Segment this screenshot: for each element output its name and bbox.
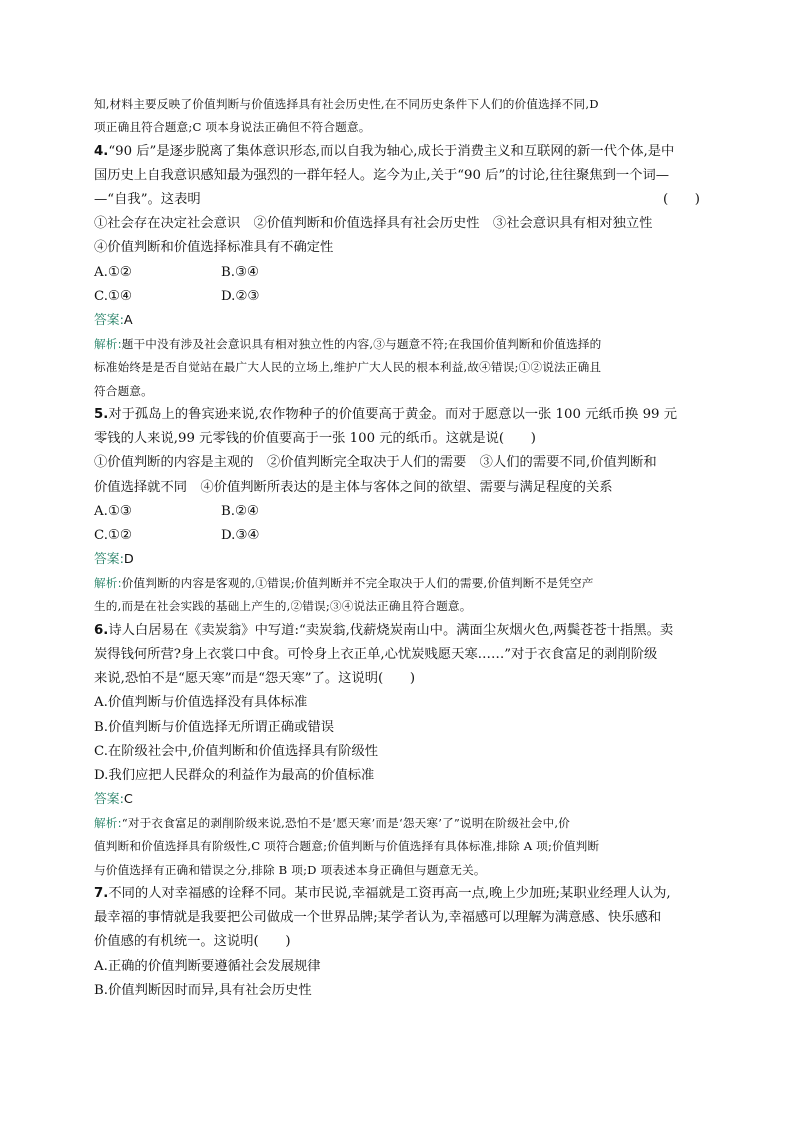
option-row (94, 285, 708, 309)
answer-6: 答案:C (94, 792, 133, 808)
statement-line: ④价值判断和价值选择标准具有不确定性 (94, 240, 334, 256)
question-6 (94, 619, 708, 788)
question-7 (94, 882, 708, 1003)
option-b: B.价值判断与价值选择无所谓正确或错误 (94, 719, 335, 735)
explanation-5: 解析:价值判断的内容是客观的,①错误;价值判断并不完全取决于人们的需要,价值判断不是凭空产 生的,而是在社会实践的基础上产生的,②错误;③④说法正确且符合题意。 (94, 572, 708, 619)
option-d: D.③④ (221, 527, 260, 543)
option-row (94, 524, 708, 548)
question-5 (94, 403, 708, 548)
question-number: 5. (94, 406, 109, 422)
statement-line: 价值选择就不同 ④价值判断所表达的是主体与客体之间的欲望、需要与满足程度的关系 (94, 479, 613, 495)
explanation-4: 解析:题干中没有涉及社会意识具有相对独立性的内容,③与题意不符;在我国价值判断和价值选择的 标准始终是是否自觉站在最广大人民的立场上,维护广大人民的根本利益,故④错误;①②说法正确且 符合题意。 (94, 333, 708, 403)
document-page (94, 93, 708, 1003)
explanation-line: 生的,而是在社会实践的基础上产生的,②错误;③④说法正确且符合题意。 (94, 599, 472, 614)
question-stem-line: 炭得钱何所营?身上衣裳口中食。可怜身上衣正单,心忧炭贱愿天寒……”对于衣食富足的剥削阶级 (94, 646, 658, 662)
explanation-label: 解析: (94, 337, 122, 352)
question-stem-line: 6.诗人白居易在《卖炭翁》中写道:“卖炭翁,伐薪烧炭南山中。满面尘灰烟火色,两鬓苍苍十指黑。卖 (94, 622, 674, 638)
option-a: A.①② (94, 264, 132, 280)
explanation-line: 与价值选择有正确和错误之分,排除 B 项;D 项表述本身正确但与题意无关。 (94, 862, 486, 877)
question-stem-line: 最幸福的事情就是我要把公司做成一个世界品牌;某学者认为,幸福感可以理解为满意感、快乐感和 (94, 910, 662, 926)
question-stem-line: 来说,恐怕不是“愿天寒”而是“怨天寒”了。这说明( ) (94, 671, 416, 687)
option-row (94, 500, 708, 524)
option-a: A.正确的价值判断要遵循社会发展规律 (94, 958, 321, 974)
explanation-line: 项正确且符合题意;C 项本身说法正确但不符合题意。 (94, 120, 371, 135)
answer-5: 答案:D (94, 552, 134, 568)
question-stem-line: 4.“90 后”是逐步脱离了集体意识形态,而以自我为轴心,成长于消费主义和互联网的新一代个体,是中 (94, 143, 675, 159)
explanation-6: 解析:“对于衣食富足的剥削阶级来说,恐怕不是‘愿天寒’而是‘怨天寒’了”说明在阶级社会中,价 值判断和价值选择具有阶级性,C 项符合题意;价值判断与价值选择有具体标准,排除 A 项;价值判断 与价值选择有正确和错误之分,排除 B 项;D 项表述本身正确但与题意无关。 (94, 812, 708, 882)
option-c: C.①④ (94, 288, 132, 304)
question-stem-line: 国历史上自我意识感知最为强烈的一群年轻人。迄今为止,关于“90 后”的讨论,往往聚焦到一个词— (94, 167, 670, 183)
question-number: 7. (94, 886, 109, 902)
question-stem-line: 5.对于孤岛上的鲁宾逊来说,农作物种子的价值要高于黄金。而对于愿意以一张 100 元纸币换 99 元 (94, 406, 678, 422)
option-c: C.在阶级社会中,价值判断和价值选择具有阶级性 (94, 743, 379, 759)
intro-explanation (94, 93, 708, 140)
statement-line: ①社会存在决定社会意识 ②价值判断和价值选择具有社会历史性 ③社会意识具有相对独立性 (94, 216, 653, 232)
explanation-line: 标准始终是是否自觉站在最广大人民的立场上,维护广大人民的根本利益,故④错误;①②说法正确且 (94, 360, 602, 375)
option-b: B.②④ (221, 503, 259, 519)
question-stem-line: 零钱的人来说,99 元零钱的价值要高于一张 100 元的纸币。这就是说( ) (94, 431, 536, 447)
explanation-label: 解析: (94, 576, 122, 591)
answer-paren: ( ) (663, 192, 700, 207)
explanation-line: 值判断和价值选择具有阶级性,C 项符合题意;价值判断与价值选择有具体标准,排除 A 项;价值判断 (94, 839, 600, 854)
question-number: 6. (94, 622, 109, 638)
option-b: B.③④ (221, 264, 259, 280)
option-d: D.我们应把人民群众的利益作为最高的价值标准 (94, 767, 375, 783)
explanation-line: 符合题意。 (94, 383, 153, 398)
question-stem-line: —“自我”。这表明 ( ) (94, 188, 708, 212)
option-d: D.②③ (221, 288, 260, 304)
statement-line: ①价值判断的内容是主观的 ②价值判断完全取决于人们的需要 ③人们的需要不同,价值判断和 (94, 455, 657, 471)
answer-4: 答案:A (94, 313, 133, 329)
option-a: A.价值判断与价值选择没有具体标准 (94, 695, 308, 711)
option-row (94, 261, 708, 285)
option-c: C.①② (94, 527, 132, 543)
question-4 (94, 140, 708, 309)
option-a: A.①③ (94, 503, 132, 519)
option-b: B.价值判断因时而异,具有社会历史性 (94, 982, 312, 998)
question-number: 4. (94, 143, 109, 159)
explanation-line: 知,材料主要反映了价值判断与价值选择具有社会历史性,在不同历史条件下人们的价值选择不同,D (94, 97, 599, 111)
question-stem-line: 价值感的有机统一。这说明( ) (94, 934, 291, 950)
explanation-label: 解析: (94, 816, 122, 831)
question-stem-line: 7.不同的人对幸福感的诠释不同。某市民说,幸福就是工资再高一点,晚上少加班;某职业经理人认为, (94, 886, 671, 902)
